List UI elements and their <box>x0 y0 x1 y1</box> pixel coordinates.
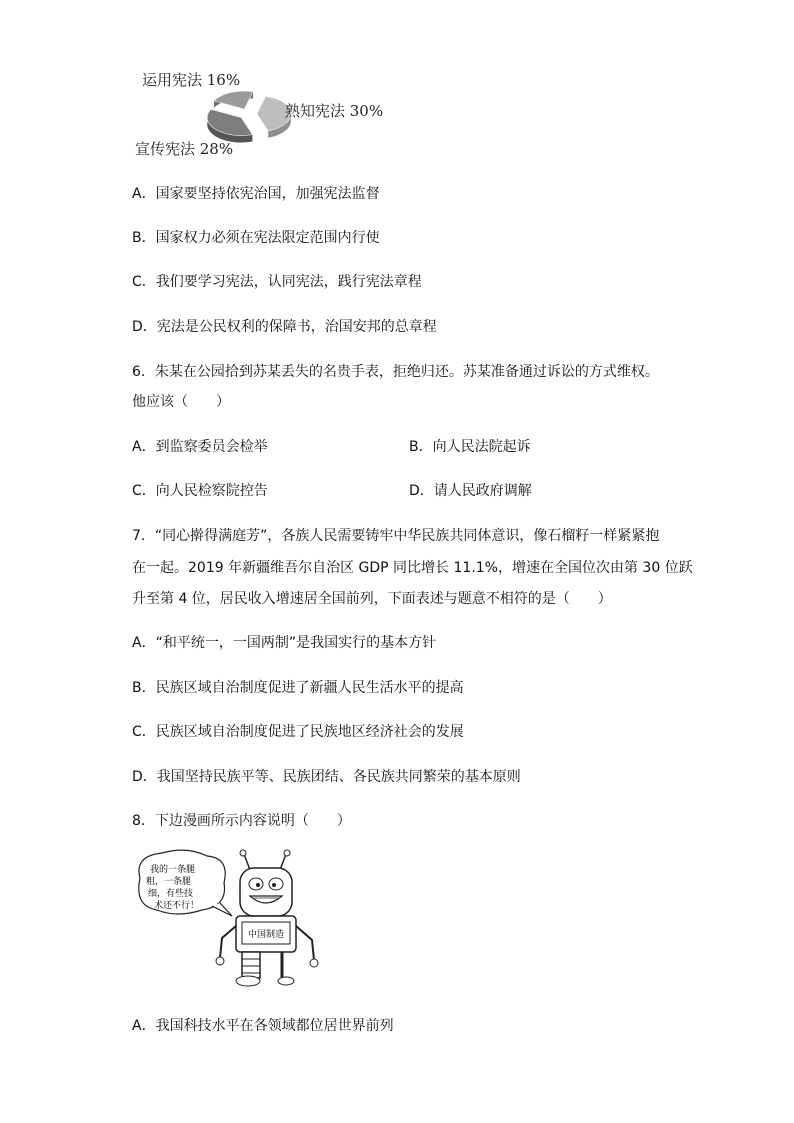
pie-label-apply: 运用宪法 16% <box>142 71 241 89</box>
q6-option-b: B．向人民法院起诉 <box>409 439 531 455</box>
bubble-text-4: 术还不行！ <box>154 901 200 911</box>
q6-stem-line2: 他应该（ ） <box>132 394 230 410</box>
q6-option-c: C．向人民检察院控告 <box>132 483 268 499</box>
q7-option-c: C．民族区域自治制度促进了民族地区经济社会的发展 <box>132 724 464 740</box>
q7-stem-line2: 在一起。2019 年新疆维吾尔自治区 GDP 同比增长 11.1%，增速在全国位次由第 30 位跃 <box>132 560 693 576</box>
q8-option-a: A．我国科技水平在各领域都位居世界前列 <box>132 1018 394 1034</box>
q5-option-a: A．国家要坚持依宪治国，加强宪法监督 <box>132 186 380 202</box>
pie-chart <box>130 64 430 164</box>
q7-option-d: D．我国坚持民族平等、民族团结、各民族共同繁荣的基本原则 <box>132 769 521 785</box>
bubble-text-3: 细，有些技 <box>148 889 194 899</box>
q7-stem-line1: 7．“同心擀得满庭芳”，各族人民需要铸牢中华民族共同体意识，像石榴籽一样紧紧抱 <box>132 528 660 544</box>
bubble-text-2: 粗，一条腿 <box>146 877 192 887</box>
q6-option-d: D．请人民政府调解 <box>409 483 532 499</box>
q7-option-b: B．民族区域自治制度促进了新疆人民生活水平的提高 <box>132 680 464 696</box>
robot-head <box>240 868 292 916</box>
q5-option-b: B．国家权力必须在宪法限定范围内行使 <box>132 230 380 246</box>
pie-slice <box>214 91 253 109</box>
q7-option-a: A．“和平统一，一国两制”是我国实行的基本方针 <box>132 635 437 651</box>
q5-option-c: C．我们要学习宪法，认同宪法，践行宪法章程 <box>132 274 422 290</box>
q6-option-a: A．到监察委员会检举 <box>132 439 268 455</box>
pie-label-promote: 宣传宪法 28% <box>135 140 234 158</box>
q6-stem-line1: 6．朱某在公园拾到苏某丢失的名贵手表，拒绝归还。苏某准备通过诉讼的方式维权。 <box>132 364 659 380</box>
bubble-text-1: 我的一条腿 <box>150 865 196 875</box>
robot-cartoon <box>132 848 342 988</box>
q7-stem-line3: 升至第 4 位，居民收入增速居全国前列，下面表述与题意不相符的是（ ） <box>132 591 612 607</box>
robot-sign: 中国制造 <box>248 930 285 940</box>
q8-stem: 8．下边漫画所示内容说明（ ） <box>132 813 351 829</box>
q5-option-d: D．宪法是公民权利的保障书，治国安邦的总章程 <box>132 319 437 335</box>
pie-label-know: 熟知宪法 30% <box>285 102 384 120</box>
